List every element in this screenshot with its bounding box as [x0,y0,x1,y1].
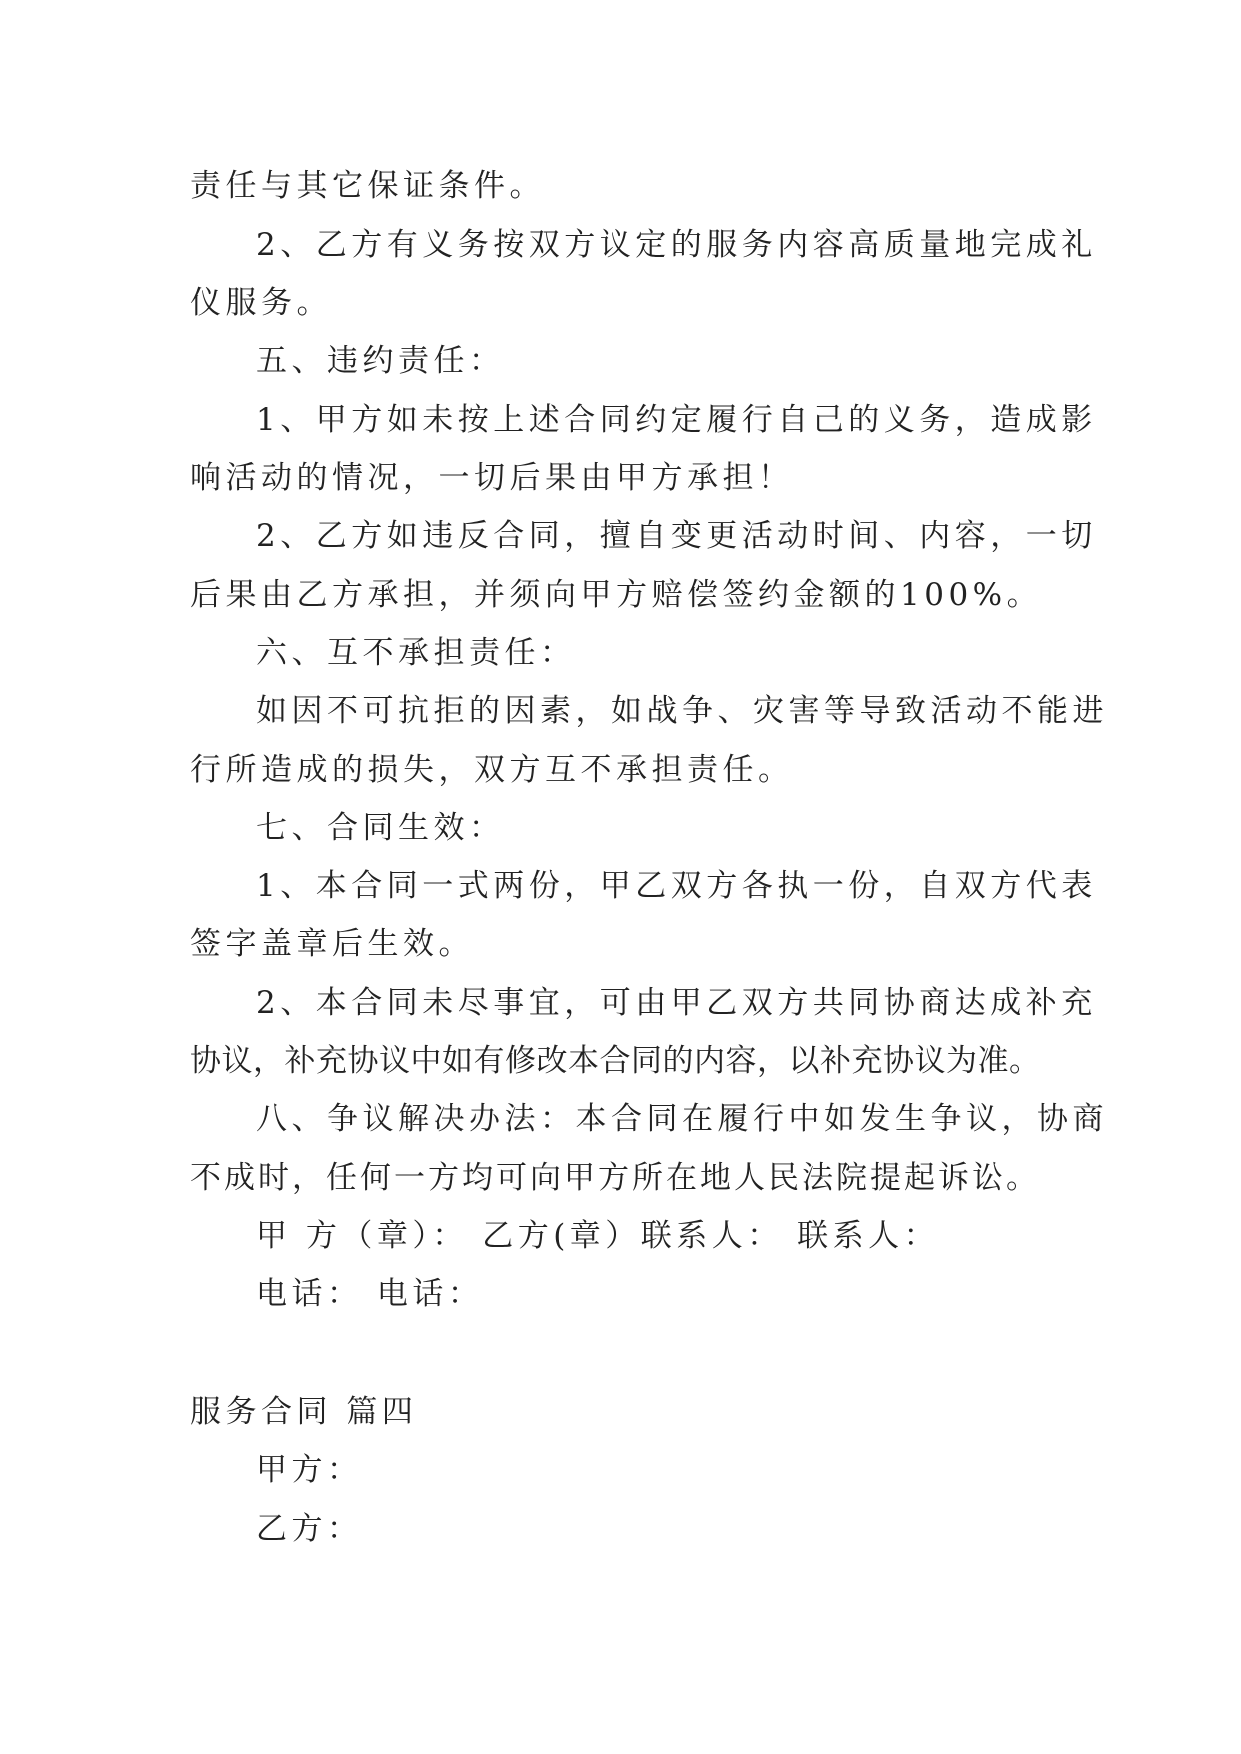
paragraph-line: 协议，补充协议中如有修改本合同的内容，以补充协议为准。 [190,1043,1041,1079]
paragraph-line: 1、本合同一式两份，甲乙双方各执一份，自双方代表 [256,868,1097,904]
section-heading: 七、合同生效： [256,810,505,846]
paragraph-line: 2、乙方有义务按双方议定的服务内容高质量地完成礼 [256,227,1097,263]
paragraph-line: 不成时，任何一方均可向甲方所在地人民法院提起诉讼。 [190,1160,1040,1196]
phone-line: 电话： 电话： [256,1276,484,1312]
paragraph-line: 责任与其它保证条件。 [190,168,545,204]
paragraph-line: 如因不可抗拒的因素，如战争、灾害等导致活动不能进 [256,693,1108,729]
party-a-line: 甲方： [256,1452,363,1488]
paragraph-line: 签字盖章后生效。 [190,926,474,962]
party-b-line: 乙方： [256,1511,363,1547]
paragraph-line: 响活动的情况，一切后果由甲方承担！ [190,460,794,496]
signature-line: 甲 方（章）： 乙方(章）联系人： 联系人： [256,1218,940,1254]
paragraph-line: 后果由乙方承担，并须向甲方赔偿签约金额的100%。 [190,577,1043,613]
section-heading: 五、违约责任： [256,343,505,379]
paragraph-line: 仪服务。 [190,285,332,321]
paragraph-line: 2、乙方如违反合同，擅自变更活动时间、内容，一切 [256,518,1097,554]
paragraph-line: 八、争议解决办法：本合同在履行中如发生争议，协商 [256,1101,1108,1137]
section-title: 服务合同 篇四 [190,1394,418,1430]
paragraph-line: 1、甲方如未按上述合同约定履行自己的义务，造成影 [256,402,1097,438]
section-heading: 六、互不承担责任： [256,635,576,671]
paragraph-line: 2、本合同未尽事宜，可由甲乙双方共同协商达成补充 [256,985,1097,1021]
paragraph-line: 行所造成的损失，双方互不承担责任。 [190,752,794,788]
